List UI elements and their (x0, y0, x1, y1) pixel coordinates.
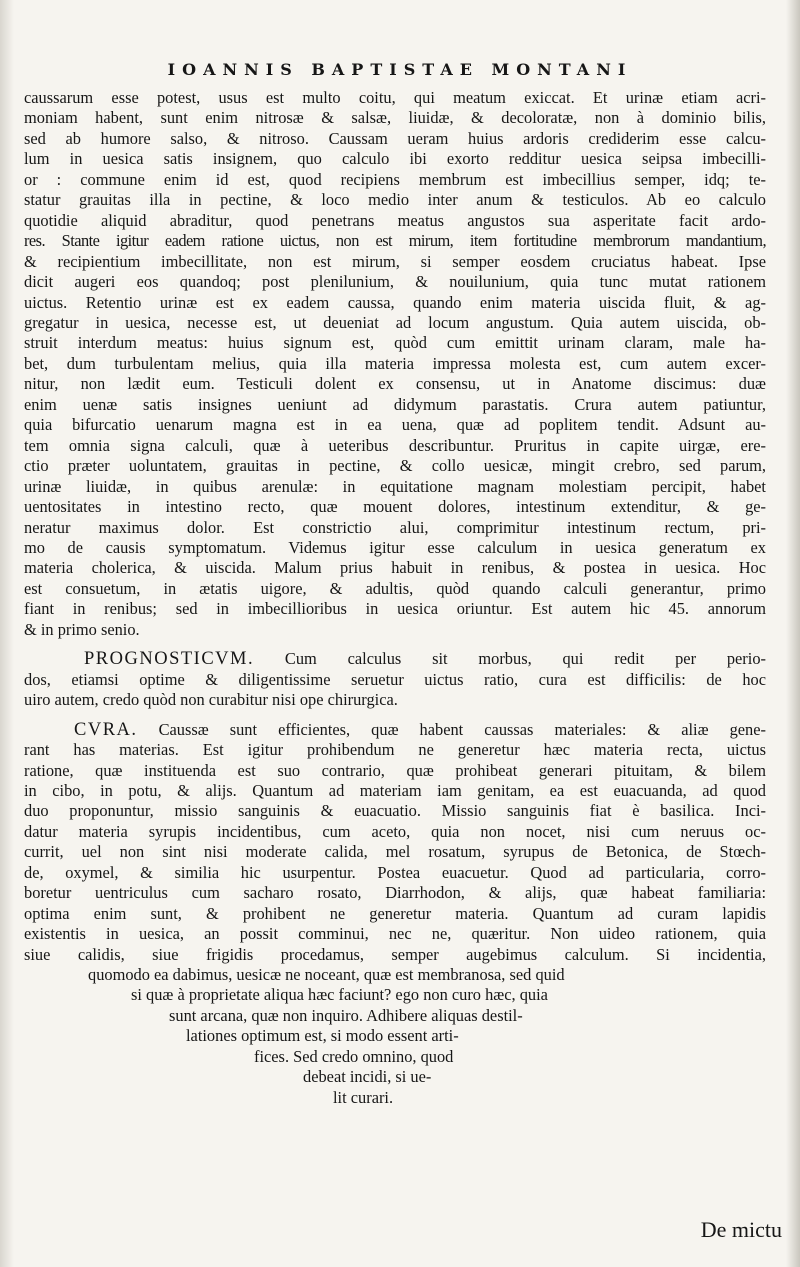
catchword: De mictu (700, 1217, 782, 1242)
text-line: sed ab humore salso, & nitroso. Caussam ueram huius ardoris crediderim esse calcu- (24, 128, 766, 148)
prognosticum-first-line (24, 649, 766, 669)
text-line: debeat incidi, si ue- (303, 1067, 432, 1087)
text-line: & in primo senio. (24, 619, 140, 639)
text-line: struit interdum meatus: huius signum est, quòd cum emittit urinam claram, male ha- (24, 333, 766, 353)
text-line: ctio præter uoluntatem, grauitas in pectine, & collo uesicæ, mingit crebro, sed parum, (24, 456, 766, 476)
text-line: fices. Sed credo omnino, quod (254, 1046, 454, 1066)
text-line: duo proponuntur, missio sanguinis & euacuatio. Missio sanguinis fiat è basilica. Inci- (24, 801, 766, 821)
text-line: ratione, quæ instituenda est suo contrario, quæ prohibeat generari pituitam, & bilem (24, 760, 766, 780)
text-line: lit curari. (333, 1087, 394, 1107)
text-line: currit, uel non sint nisi moderate calida, mel rosatum, syrupus de Betonica, de Stœch- (24, 842, 766, 862)
text-line: & recipientium imbecillitate, non est mirum, si semper eosdem cruciatus habeat. Ipse (24, 251, 766, 271)
text-line: lationes optimum est, si modo essent arti- (186, 1026, 459, 1046)
text-line: rant has materias. Est igitur prohibendum ne generetur hæc materia recta, uictus (24, 740, 766, 760)
text-line: nitur, non lædit eum. Testiculi dolent ex consensu, ut in Anatome discimus: duæ (24, 374, 766, 394)
text-line: bet, dum turbulentam melius, quia illa materia impressa molesta est, cum autem excer- (24, 353, 766, 373)
text-line: in cibo, in potu, & alijs. Quantum ad materiam iam genitam, ea est euacuanda, ad quod (24, 780, 766, 800)
text-line: optima enim sunt, & prohibent ne generetur materia. Quantum ad curam lapidis (24, 903, 766, 923)
text-line: neratur maximus dolor. Est constrictio alui, comprimitur intestinum rectum, pri- (24, 517, 766, 537)
right-scan-edge (786, 0, 800, 1267)
tapering-conclusion (24, 965, 766, 1108)
text-line: or : commune enim id est, quod recipiens membrum est imbecillius semper, idq; te- (24, 169, 766, 189)
cura-first-line (24, 720, 766, 740)
text-line: moniam habent, sunt enim nitrosæ & salsæ, liuidæ, & decoloratæ, non à dominio bilis, (24, 108, 766, 128)
text-line: res. Stante igitur eadem ratione uictus, non est mirum, item fortitudine membrorum mandantium, (24, 231, 766, 251)
text-line: statur grauitas illa in pectine, & loco medio inter anum & testiculos. Ab eo calculo (24, 190, 766, 210)
text-line-segment: Cum calculus sit morbus, qui redit per perio- (284, 649, 766, 669)
text-line: dos, etiamsi optime & diligentissime seruetur uictus ratio, cura est difficilis: de hoc (24, 669, 766, 689)
left-scan-edge (0, 0, 14, 1267)
text-line: dicit augeri eos quandoq; post plenilunium, & nouilunium, quia tunc mutat rationem (24, 272, 766, 292)
cura-heading: CVRA. (74, 719, 138, 740)
text-line: tem omnia signa calculi, quæ à ueteribus describuntur. Pruritus in capite uirgæ, ere- (24, 435, 766, 455)
text-line: mo de causis symptomatum. Videmus igitur esse calculum in uesica generatum ex (24, 537, 766, 557)
text-line: si quæ à proprietate aliqua hæc faciunt? ego non curo hæc, quia (131, 985, 548, 1005)
text-line: quia bifurcatio uenarum magna est in ea uena, quæ ad poplitem tendit. Adsunt au- (24, 415, 766, 435)
text-line: gregatur in uesica, necesse est, ut deueniat ad locum angustum. Quia autem uiscida, ob- (24, 312, 766, 332)
text-line: de, oxymel, & similia hic usurpentur. Postea euacuetur. Quod ad particularia, corro- (24, 862, 766, 882)
text-line: est consuetum, in ætatis uigore, & adultis, quòd quando calculi generantur, primo (24, 578, 766, 598)
text-line: lum in uesica satis insignem, quo calculo ibi exorto redditur uesica seipsa imbecilli- (24, 149, 766, 169)
prognosticum-heading: PROGNOSTICVM. (84, 649, 255, 670)
body-text (24, 88, 766, 1108)
text-line: datur materia syrupis incidentibus, cum aceto, quia non nocet, nisi cum neruus oc- (24, 821, 766, 841)
text-line-segment: Caussæ sunt efficientes, quæ habent caussas materiales: & aliæ gene- (158, 719, 766, 739)
text-line: caussarum esse potest, usus est multo coitu, qui meatum exiccat. Et urinæ etiam acri- (24, 88, 766, 107)
text-line: enim uenæ satis insignes ueniunt ad didymum parastatis. Crura autem patiuntur, (24, 394, 766, 414)
text-line: materia cholerica, & uiscida. Malum prius habuit in renibus, & postea in uesica. Hoc (24, 558, 766, 578)
text-line: quotidie aliquid abraditur, quod penetrans meatus angustos sua asperitate facit ardo- (24, 210, 766, 230)
text-line: siue calidis, siue frigidis procedamus, semper augebimus calculum. Si incidentia, (24, 944, 766, 964)
running-head: IOANNIS BAPTISTAE MONTANI (167, 60, 633, 79)
text-line: uiro autem, credo quòd non curabitur nisi ope chirurgica. (24, 690, 398, 710)
text-line: uentositates in intestino recto, quæ mouent dolores, intestinum extenditur, & ge- (24, 497, 766, 517)
text-line: uictus. Retentio urinæ est ex eadem caussa, quando enim materia uiscida fluit, & ag- (24, 292, 766, 312)
text-line: fiant in renibus; sed in imbecillioribus in uesica oriuntur. Est autem hic 45. annorum (24, 599, 766, 619)
text-line: sunt arcana, quæ non inquiro. Adhibere aliquas destil- (169, 1005, 523, 1025)
text-line: existentis in uesica, an possit comminui, nec ne, quæritur. Non uideo rationem, quia (24, 924, 766, 944)
text-line: boretur uentriculus cum sacharo rosato, Diarrhodon, & alijs, quæ habeat familiaria: (24, 883, 766, 903)
text-line: quomodo ea dabimus, uesicæ ne noceant, quæ est membranosa, sed quid (88, 965, 565, 985)
text-line: urinæ liuidæ, in quibus arenulæ: in equitatione magnam molestiam percipit, habet (24, 476, 766, 496)
